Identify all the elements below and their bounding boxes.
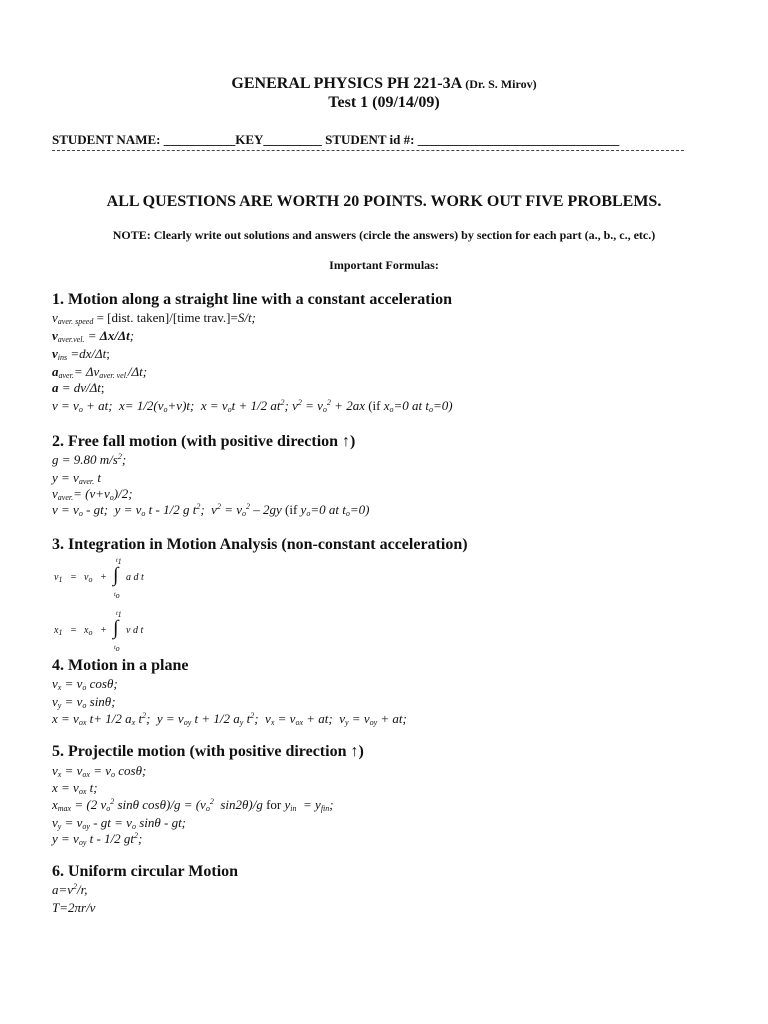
formula-2b: $y = v_{aver.}$ t [52,470,102,486]
formula-5d: $v_y = v_{oy}$ - gt = $v_o$ sinθ - gt; [52,815,187,831]
speed-def-rhs: S/t; [237,310,256,325]
formula-1c: $v_{ins} =dx/\Delta t$; [52,346,110,362]
section-5-heading: 5. Projectile motion (with positive direction ↑) [52,743,364,760]
section-3-heading: 3. Integration in Motion Analysis (non-constant acceleration) [52,536,468,553]
if-text: (if [364,398,384,413]
formula-2c: $v_{aver.}= (v+v_o)/2$; [52,486,133,502]
note-text: NOTE: Clearly write out solutions and answers (circle the answers) by section for each part (a., b., c., etc.) [112,228,656,242]
integral-velocity: $v_1$ = $v_o$ + ∫ $t_1$ $t_o$ a d t [54,557,144,600]
formula-4a: $v_x = v_o$ cosθ; [52,676,118,692]
for-text: for [262,797,285,812]
divider [52,150,684,151]
test-line: Test 1 (09/14/09) [328,94,440,111]
formula-2d: $v = v_o$ - gt; $y = v_o$ t - 1/2 g $t^2$; $v^2 = v_o^2 - 2gy$ (if $y_o=0$ at $t_o=0$) [52,502,370,518]
student-line: STUDENT NAME: ___________KEY_________ STUDENT id #: _______________________________ [52,132,620,147]
formula-4c: $x = v_{ox}$ t+ 1/2 $a_x$ $t^2$; $y = v_{oy}$ t + 1/2 $a_y$ $t^2$; $v_x = v_{ox}$ + at; $v_y = v_{oy}$ + at; [52,711,407,727]
if-text-2: (if [281,502,301,517]
formula-6b: T=2πr/v [52,900,96,915]
section-1-heading: 1. Motion along a straight line with a constant acceleration [52,291,452,308]
title-author: (Dr. S. Mirov) [465,77,537,91]
formula-5b: $x = v_{ox}$ t; [52,780,98,796]
section-6-heading: 6. Uniform circular Motion [52,863,239,880]
title-main: GENERAL PHYSICS PH 221-3A [231,75,462,92]
speed-def-text: = [dist. taken]/[time trav.]= [93,310,238,325]
formula-2a: g = 9.80 $m/s^2$; [52,452,127,467]
formula-1d: $a_{aver.}= \Delta v_{aver. vel.}/\Delta t$; [52,364,148,380]
formula-5e: $y = v_{oy}$ t - 1/2 $gt^2$; [52,831,143,847]
formula-1b: $v_{aver.vel.} = \Delta x/\Delta t$; [52,328,135,344]
formula-1f: $v = v_o$ + at; $x= 1/2(v_o+v)t$; $x = v_ot + 1/2$ $at^2$; $v^2 = v_o^2 + 2ax$ (if $x_o=0$ at $t_o=0$) [52,398,453,414]
formula-4b: $v_y = v_o$ sinθ; [52,694,116,710]
section-2-heading: 2. Free fall motion (with positive direction ↑) [52,433,356,450]
formulas-heading: Important Formulas: [329,258,439,272]
formula-5a: $v_x = v_{ox} = v_o$ cosθ; [52,763,147,779]
formula-5c: $x_{max} = (2$ $v_o^2$ sinθ $\cos\theta)/g = (v_o^2$ sin2θ)/g for $y_{in} = y_{fin}$; [52,797,334,813]
formula-1e: a = dv/Δt; [52,380,105,395]
all-questions-heading: ALL QUESTIONS ARE WORTH 20 POINTS. WORK OUT FIVE PROBLEMS. [106,193,662,210]
formula-1a: $v_{aver. speed}$ = [dist. taken]/[time trav.]=S/t; [52,310,256,326]
section-4-heading: 4. Motion in a plane [52,657,189,674]
title-line [0,75,768,93]
formula-6a: $a=v^2/r$, [52,882,88,897]
integral-position: $x_1$ = $x_o$ + ∫ $t_1$ $t_o$ v d t [54,610,144,653]
